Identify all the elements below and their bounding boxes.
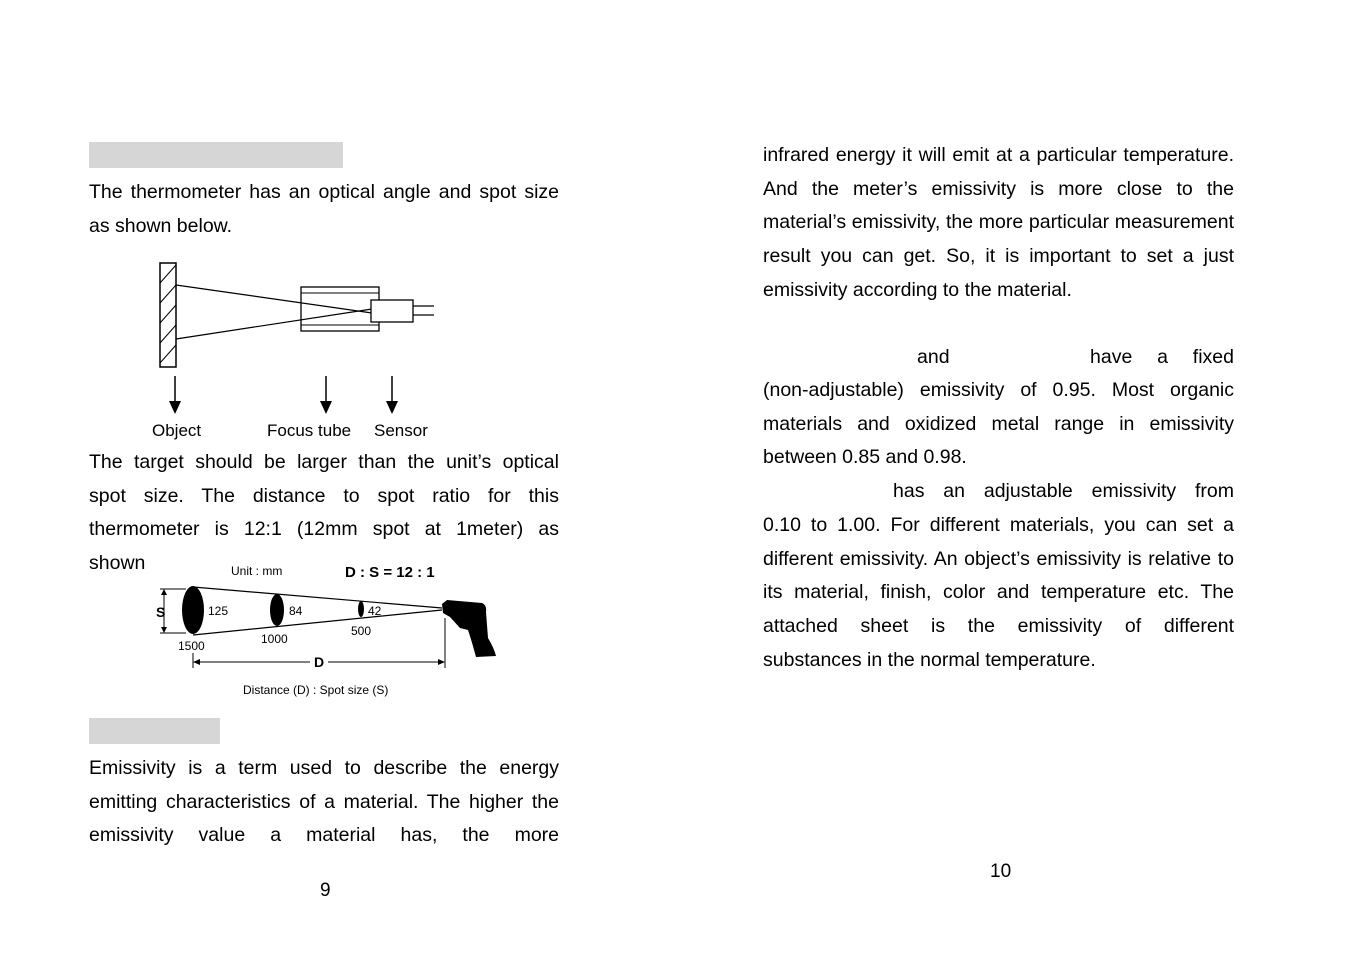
- d-label: D: [314, 654, 325, 670]
- ratio-label: D : S = 12 : 1: [345, 564, 435, 581]
- section-heading-highlight: [89, 142, 343, 168]
- object-wall: [160, 263, 176, 367]
- sensor-arrow: [386, 376, 398, 414]
- spot-1000: [270, 594, 284, 626]
- fixed-emissivity-tail: have a fixed: [1090, 346, 1234, 368]
- distance-spot-ratio-diagram: [150, 558, 510, 706]
- focus-tube-arrow: [320, 376, 332, 414]
- ratio-caption: Distance (D) : Spot size (S): [243, 683, 389, 697]
- target-line-2: spot size. The distance to spot ratio for this: [89, 485, 559, 507]
- distance-label-500: 500: [351, 624, 372, 638]
- target-line-4: shown: [89, 552, 146, 574]
- target-line-1: The target should be larger than the unit’s optical: [89, 451, 559, 473]
- distance-label-1500: 1500: [178, 639, 205, 653]
- spot-1500: [182, 586, 204, 634]
- fixed-emissivity-and: and: [917, 346, 950, 368]
- spot-label-84: 84: [289, 604, 303, 618]
- object-arrow: [169, 376, 181, 414]
- label-sensor: Sensor: [374, 421, 428, 440]
- fixed-emissivity-paragraph: (non-adjustable) emissivity of 0.95. Most organic materials and oxidized metal range in emissivity between 0.85 and 0.98.: [763, 379, 1234, 469]
- spot-500: [358, 601, 364, 617]
- emissivity-continued-paragraph: infrared energy it will emit at a particular temperature. And the meter’s emissivity is more close to the material’s emissivity, the more particular measurement result you can get. So, it is important to set a just emissivity according to the material.: [763, 144, 1234, 301]
- distance-label-1000: 1000: [261, 632, 288, 646]
- thermometer-gun-icon: [442, 600, 496, 657]
- page-number-left: 9: [320, 880, 331, 901]
- optics-diagram: [140, 255, 450, 445]
- page-number-right: 10: [990, 861, 1012, 882]
- target-line-3: thermometer is 12:1 (12mm spot at 1meter) as: [89, 518, 559, 540]
- spot-label-125: 125: [208, 604, 229, 618]
- s-label: S: [156, 604, 166, 620]
- label-object: Object: [152, 421, 202, 440]
- unit-label: Unit : mm: [231, 564, 283, 578]
- intro-paragraph: The thermometer has an optical angle and spot size as shown below.: [89, 181, 559, 237]
- sensor-box: [371, 300, 413, 322]
- adjustable-emissivity-head: has an adjustable emissivity from: [893, 480, 1234, 502]
- adjustable-emissivity-paragraph: 0.10 to 1.00. For different materials, you can set a different emissivity. An object’s emissivity is relative to its material, finish, color and temperature etc. The attached sheet is the emissivity of different substances in the normal temperature.: [763, 514, 1234, 671]
- label-focus-tube: Focus tube: [267, 421, 352, 440]
- spot-label-42: 42: [368, 604, 382, 618]
- emissivity-paragraph: Emissivity is a term used to describe the energy emitting characteristics of a material. The higher the emissivity value a material has, the more: [89, 757, 559, 847]
- emissivity-heading-highlight: [89, 718, 220, 744]
